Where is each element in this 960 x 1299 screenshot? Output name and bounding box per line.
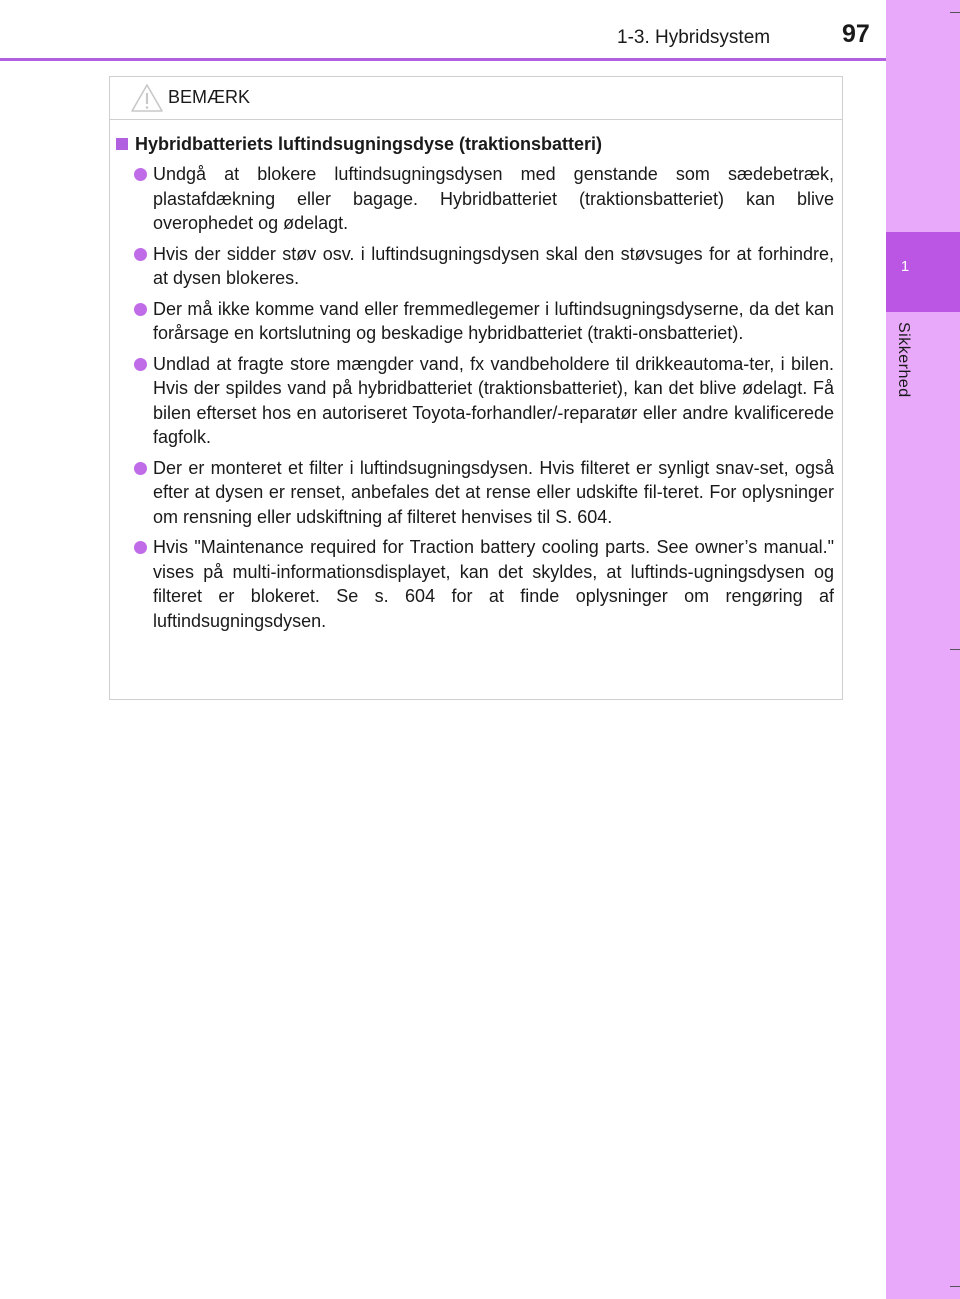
notice-heading-text: Hybridbatteriets luftindsugningsdyse (traktionsbatteri) [135, 134, 603, 154]
crop-mark [950, 1286, 960, 1287]
chapter-title: Sikkerhed [895, 322, 912, 398]
notice-header [110, 77, 842, 120]
list-item-text: Hvis "Maintenance required for Traction battery cooling parts. See owner’s manual." vises på multi-informationsdisplayet, kan det skyldes, at luftinds-ugningsdysen og filteret er blokeret. Se s. 604 for at finde oplysninger om rengøring af luftindsugningsdysen. [153, 537, 834, 631]
list-item-text: Der må ikke komme vand eller fremmedlegemer i luftindsugningsdyserne, da det kan forårsage en kortslutning og beskadige hybridbatteriet (trakti-onsbatteriet). [153, 298, 834, 343]
list-item [116, 297, 834, 346]
list-item-text: Der er monteret et filter i luftindsugningsdysen. Hvis filteret er synligt snav-set, også efter at dysen er renset, anbefales det at rense eller udskifte fil-teret. For oplysninger om rensning eller udskiftning af filteret henvises til S. 604. [153, 457, 834, 527]
bullet-icon [134, 248, 147, 261]
bullet-icon [134, 358, 147, 371]
header-divider [0, 58, 886, 61]
bullet-icon [134, 303, 147, 316]
warning-triangle-icon [130, 83, 164, 113]
square-bullet-icon [116, 138, 128, 150]
section-title: 1-3. Hybridsystem [617, 27, 771, 48]
chapter-sidebar [886, 0, 960, 1299]
list-item [116, 456, 834, 530]
bullet-icon [134, 462, 147, 475]
list-item [116, 535, 834, 633]
bullet-icon [134, 541, 147, 554]
crop-mark [950, 12, 960, 13]
notice-label: BEMÆRK [168, 87, 251, 107]
crop-mark [950, 649, 960, 650]
list-item [116, 352, 834, 450]
list-item-text: Undgå at blokere luftindsugningsdysen med genstande som sædebetræk, plastafdækning eller bagage. Hybridbatteriet (traktionsbatteriet) kan blive overophedet og ødelagt. [153, 164, 834, 233]
list-item [116, 242, 834, 291]
notice-subheading [116, 132, 834, 156]
page-number: 97 [842, 20, 870, 48]
list-item-text: Hvis der sidder støv osv. i luftindsugningsdysen skal den støvsuges for at forhindre, at dysen blokeres. [153, 243, 834, 288]
list-item-text: Undlad at fragte store mængder vand, fx vandbeholdere til drikkeautoma-ter, i bilen. Hvis der spildes vand på hybridbatteriet (traktionsbatteriet), kan det blive ødelagt. Få bilen efterset hos en autoriseret Toyota-forhandler/-reparatør eller andre kvalificerede fagfolk. [153, 353, 834, 447]
notice-body [116, 132, 834, 639]
chapter-number: 1 [900, 258, 910, 275]
notice-list [116, 162, 834, 633]
bullet-icon [134, 168, 147, 181]
notice-box [109, 76, 843, 700]
list-item [116, 162, 834, 236]
